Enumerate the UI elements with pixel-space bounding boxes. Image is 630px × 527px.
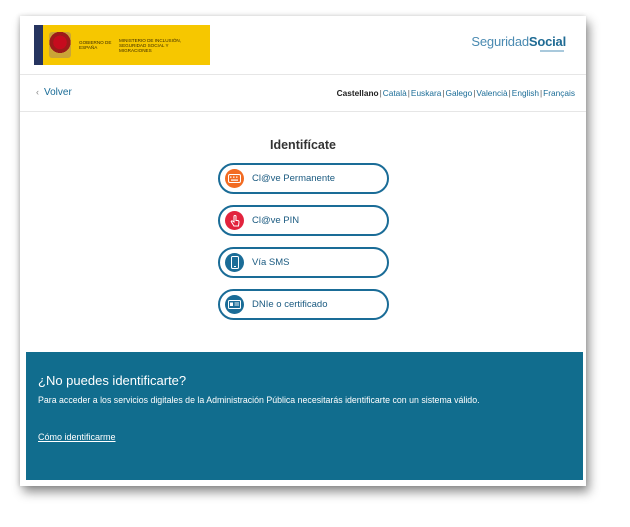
language-separator: |	[442, 88, 445, 98]
language-option[interactable]: Galego	[445, 88, 473, 98]
clave-pin-button[interactable]	[218, 205, 389, 236]
back-label: Volver	[44, 87, 72, 98]
id-card-icon	[225, 295, 244, 314]
language-separator: |	[508, 88, 511, 98]
language-option[interactable]: Français	[543, 88, 575, 98]
brand-bold: Social	[528, 34, 566, 49]
logo-underline	[540, 50, 564, 52]
government-text: GOBIERNO DE ESPAÑA	[79, 40, 112, 50]
option-label: Vía SMS	[252, 257, 290, 268]
language-option[interactable]: English	[511, 88, 540, 98]
back-link[interactable]	[36, 87, 72, 98]
help-text: Para acceder a los servicios digitales de la Administración Pública necesitarás identificarte con un sistema válido.	[38, 395, 480, 405]
eu-flag-strip	[34, 25, 43, 65]
language-separator: |	[407, 88, 410, 98]
page-title: Identifícate	[270, 138, 336, 152]
language-option[interactable]: Valencià	[476, 88, 508, 98]
help-banner	[26, 352, 583, 480]
language-separator: |	[540, 88, 543, 98]
language-selector	[337, 88, 575, 98]
brand-light: Seguridad	[471, 34, 529, 49]
option-label: DNIe o certificado	[252, 299, 328, 310]
navigation-bar	[20, 75, 586, 112]
browser-frame	[20, 16, 586, 486]
via-sms-button[interactable]	[218, 247, 389, 278]
identification-options	[218, 163, 389, 331]
coat-of-arms-icon	[49, 32, 71, 58]
seguridad-social-logo[interactable]	[471, 34, 566, 49]
language-option[interactable]: Castellano	[336, 88, 379, 98]
dnie-certificado-button[interactable]	[218, 289, 389, 320]
how-to-identify-link[interactable]: Cómo identificarme	[38, 432, 116, 442]
language-option[interactable]: Català	[382, 88, 407, 98]
chevron-left-icon: ‹	[36, 87, 39, 97]
hand-touch-icon	[225, 211, 244, 230]
site-header	[20, 16, 586, 75]
option-label: Cl@ve PIN	[252, 215, 300, 226]
mobile-phone-icon	[225, 253, 244, 272]
clave-permanente-button[interactable]	[218, 163, 389, 194]
government-logo[interactable]	[34, 25, 210, 65]
language-separator: |	[473, 88, 476, 98]
language-option[interactable]: Euskara	[410, 88, 442, 98]
keyboard-icon	[225, 169, 244, 188]
option-label: Cl@ve Permanente	[252, 173, 336, 184]
help-heading: ¿No puedes identificarte?	[38, 373, 187, 388]
ministry-text: MINISTERIO DE INCLUSIÓN, SEGURIDAD SOCIAL Y MIGRACIONES	[119, 37, 182, 53]
language-separator: |	[379, 88, 382, 98]
